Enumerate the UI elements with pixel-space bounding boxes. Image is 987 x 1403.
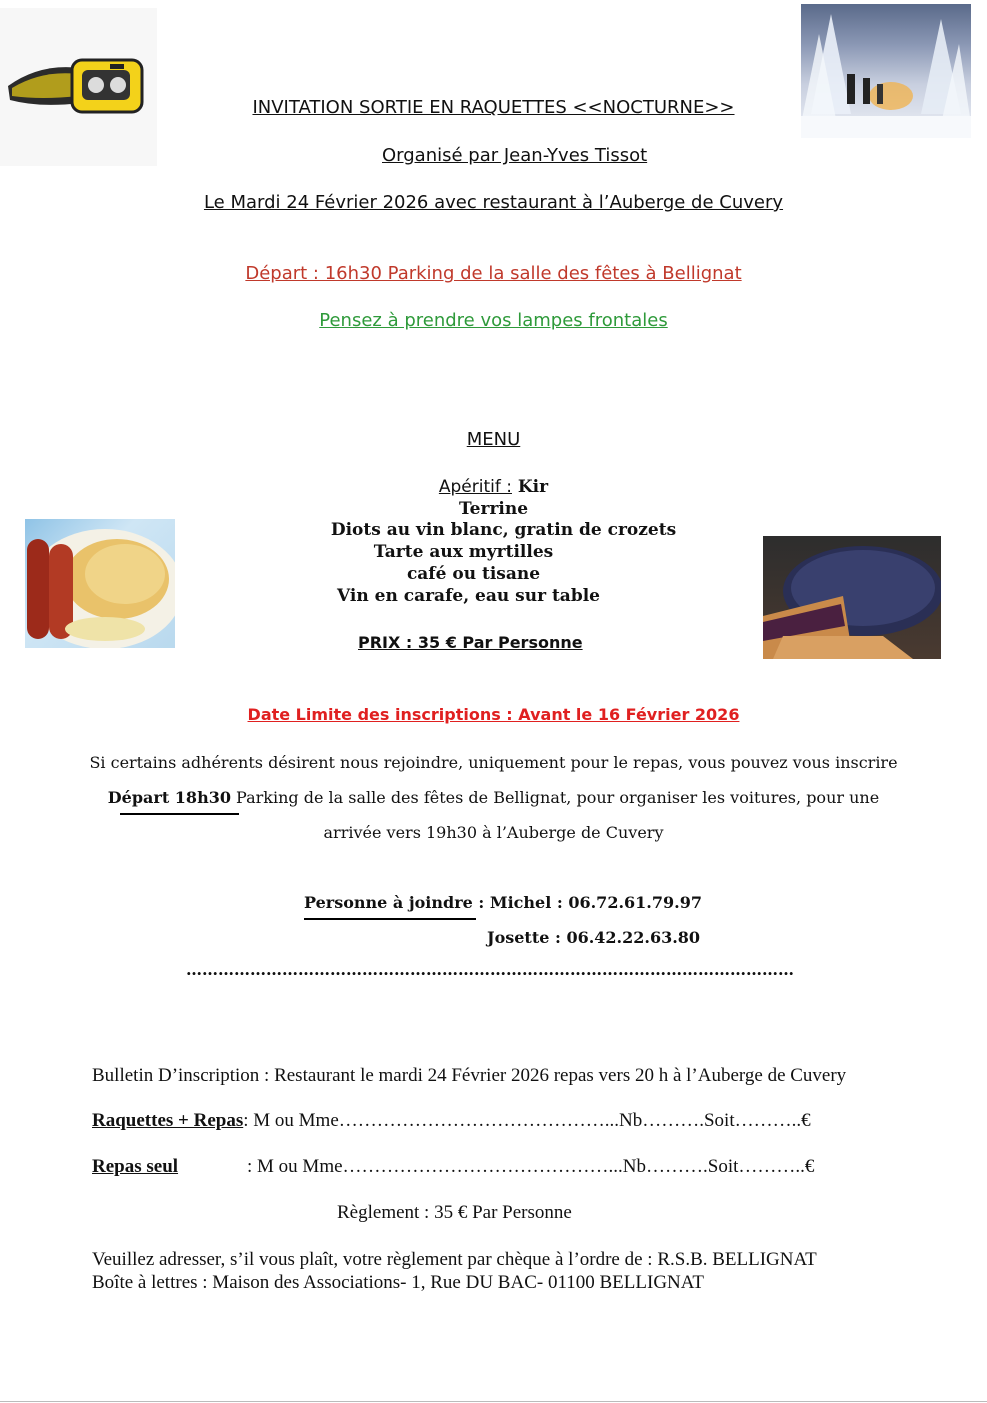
dotted-separator: ……………………………………………………………………………………………………: [186, 960, 794, 979]
bulletin-title: Bulletin D’inscription : Restaurant le mardi 24 Février 2026 repas vers 20 h à l’Auberge de Cuvery: [92, 1065, 847, 1086]
contact-label: Personne à joindre :: [304, 893, 485, 912]
registration-deadline: Date Limite des inscriptions : Avant le 16 Février 2026: [247, 705, 740, 724]
departure-line: Départ : 16h30 Parking de la salle des fêtes à Bellignat: [245, 263, 742, 284]
page-bottom-border: [0, 1401, 987, 1402]
headlamp-photo: [0, 8, 157, 166]
contact-underline: [304, 918, 476, 920]
bulletin-row-repas: [92, 1156, 178, 1178]
menu-heading: MENU: [466, 429, 521, 450]
reglement-line: Règlement : 35 € Par Personne: [337, 1202, 572, 1223]
date-line: Le Mardi 24 Février 2026 avec restaurant à l’Auberge de Cuvery: [203, 192, 784, 213]
address-block: [92, 1248, 817, 1294]
menu-item: Terrine: [458, 498, 529, 519]
menu-item: Vin en carafe, eau sur table: [337, 585, 600, 606]
headlamp-reminder: Pensez à prendre vos lampes frontales: [319, 310, 668, 331]
raquettes-repas-label: Raquettes + Repas: [92, 1110, 244, 1131]
menu-aperitif: Apéritif : Kir: [438, 477, 549, 497]
menu-item: Tarte aux myrtilles: [373, 542, 554, 563]
menu-item: Diots au vin blanc, gratin de crozets: [330, 520, 677, 541]
address-line1: Veuillez adresser, s’il vous plaît, votre règlement par chèque à l’ordre de : R.S.B. BELLIGNAT: [92, 1249, 817, 1270]
menu-list: [0, 477, 987, 607]
invitation-title: INVITATION SORTIE EN RAQUETTES <<NOCTURNE>>: [252, 97, 735, 118]
bulletin-row-raquettes: [92, 1110, 811, 1132]
address-line2: Boîte à lettres : Maison des Associations- 1, Rue DU BAC- 01100 BELLIGNAT: [92, 1272, 704, 1293]
contact-josette: Josette : 06.42.22.63.80: [487, 928, 701, 947]
meal-only-line3: arrivée vers 19h30 à l’Auberge de Cuvery: [323, 823, 664, 842]
menu-price: PRIX : 35 € Par Personne: [358, 633, 583, 652]
organizer-line: Organisé par Jean-Yves Tissot: [382, 145, 648, 166]
contact-michel: Personne à joindre : Michel : 06.72.61.79.97: [304, 893, 702, 912]
repas-seul-field: : M ou Mme……………………………………...Nb……….Soit………..€: [247, 1156, 815, 1177]
menu-item: café ou tisane: [406, 563, 541, 584]
departure-underline: [120, 813, 239, 815]
raquettes-repas-field: : M ou Mme……………………………………...Nb……….Soit………..€: [243, 1110, 811, 1131]
meal-only-departure: Départ 18h30: [107, 788, 231, 807]
meal-only-line1: Si certains adhérents désirent nous rejoindre, uniquement pour le repas, vous pouvez vous inscrire: [89, 753, 898, 772]
repas-seul-label: Repas seul: [92, 1156, 179, 1177]
meal-only-line2: Départ 18h30 Parking de la salle des fêtes de Bellignat, pour organiser les voitures, pour une: [107, 788, 880, 807]
